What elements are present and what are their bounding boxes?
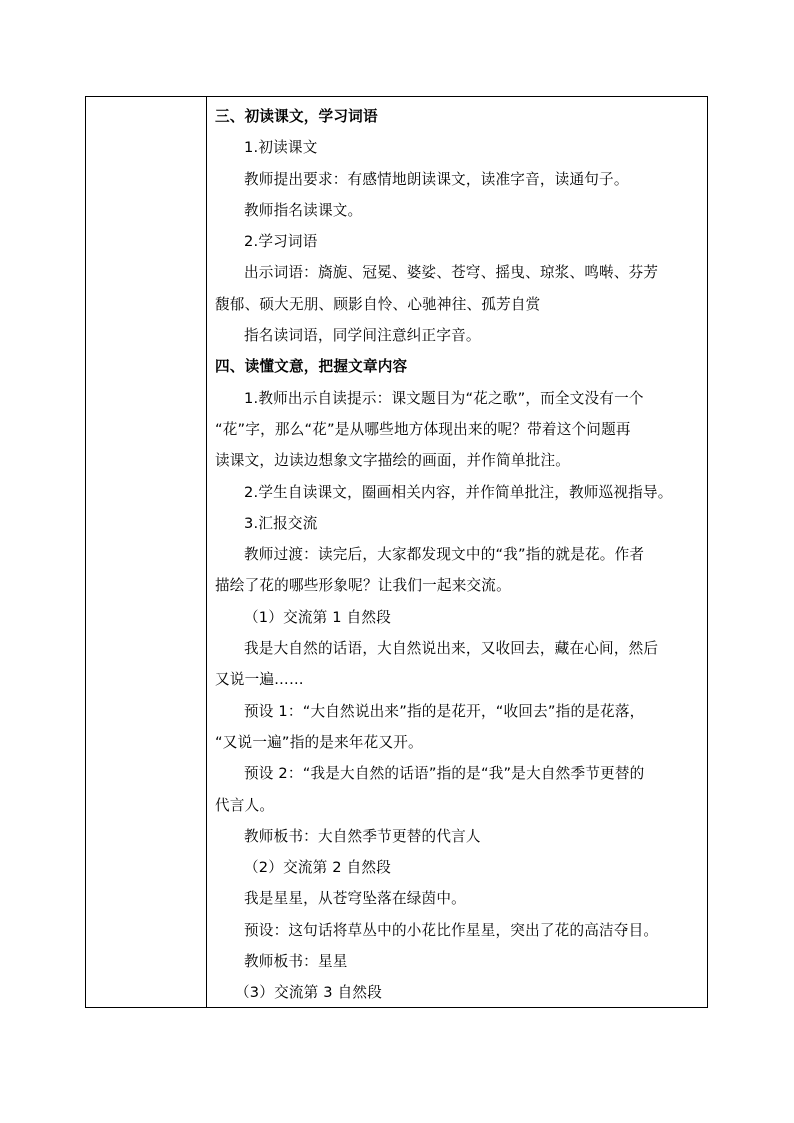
paragraph-line: 教师板书：大自然季节更替的代言人 <box>244 827 481 845</box>
paragraph-line: 教师板书：星星 <box>244 953 348 971</box>
paragraph-line: 又说一遍…… <box>215 671 304 689</box>
paragraph-line: 馥郁、硕大无朋、顾影自怜、心驰神往、孤芳自赏 <box>215 295 541 313</box>
paragraph-line: （1）交流第 1 自然段 <box>244 608 391 626</box>
content-cell <box>207 97 707 1007</box>
paragraph-line: 2.学生自读课文，圈画相关内容，并作简单批注，教师巡视指导。 <box>244 483 673 501</box>
paragraph-line: 预设 2：“我是大自然的话语”指的是“我”是大自然季节更替的 <box>244 765 645 783</box>
paragraph-line: 预设 1：“大自然说出来”指的是花开，“收回去”指的是花落， <box>244 702 645 720</box>
paragraph-line: 我是大自然的话语，大自然说出来，又收回去，藏在心间，然后 <box>244 640 659 658</box>
paragraph-line: 教师指名读课文。 <box>244 201 363 219</box>
paragraph-line: 3.汇报交流 <box>244 514 318 532</box>
paragraph-line: “又说一遍”指的是来年花又开。 <box>215 733 423 751</box>
paragraph-line: 1.教师出示自读提示：课文题目为“花之歌”，而全文没有一个 <box>244 389 644 407</box>
paragraph-line: 教师过渡：读完后，大家都发现文中的“我”指的就是花。作者 <box>244 546 645 564</box>
lesson-table <box>85 96 708 1008</box>
paragraph-line: 代言人。 <box>215 796 275 814</box>
paragraph-line: 出示词语：旖旎、冠冕、婆娑、苍穹、摇曳、琼浆、鸣啭、芬芳 <box>244 264 659 282</box>
paragraph-line: 我是星星，从苍穹坠落在绿茵中。 <box>244 890 466 908</box>
paragraph-line: （2）交流第 2 自然段 <box>244 859 391 877</box>
section-heading: 三、初读课文，学习词语 <box>215 108 378 125</box>
paragraph-line: （3）交流第 3 自然段 <box>235 984 382 1002</box>
paragraph-line: 读课文，边读边想象文字描绘的画面，并作简单批注。 <box>215 452 571 470</box>
paragraph-line: 描绘了花的哪些形象呢？让我们一起来交流。 <box>215 577 511 595</box>
section-heading: 四、读懂文意，把握文章内容 <box>215 358 408 376</box>
paragraph-line: 2.学习词语 <box>244 233 318 251</box>
paragraph-line: “花”字，那么“花”是从哪些地方体现出来的呢？带着这个问题再 <box>215 420 631 438</box>
paragraph-line: 预设：这句话将草丛中的小花比作星星，突出了花的高洁夺目。 <box>244 921 659 939</box>
left-column-cell <box>86 97 207 1007</box>
paragraph-line: 教师提出要求：有感情地朗读课文，读准字音，读通句子。 <box>244 170 629 188</box>
paragraph-line: 指名读词语，同学间注意纠正字音。 <box>244 327 481 345</box>
paragraph-line: 1.初读课文 <box>244 139 318 157</box>
